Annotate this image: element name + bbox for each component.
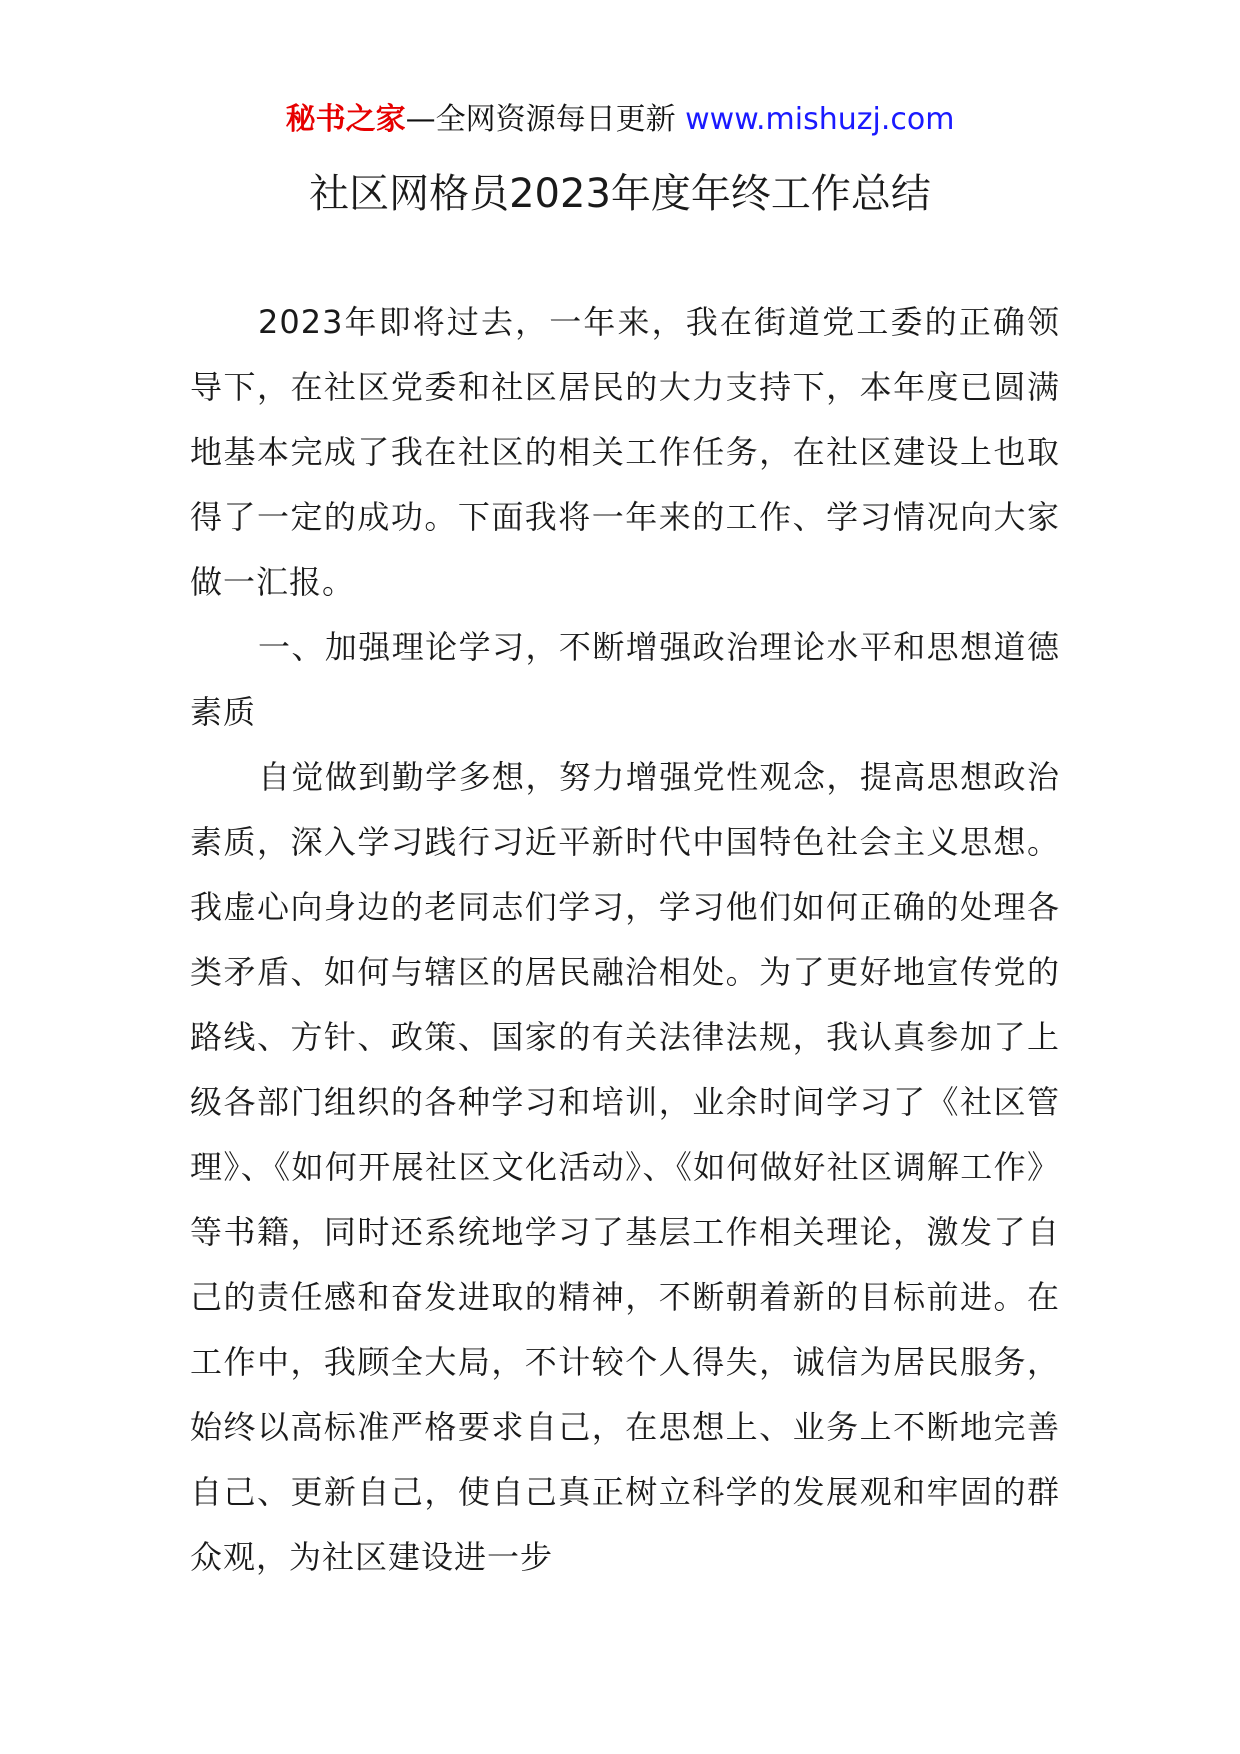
site-header xyxy=(0,100,1240,140)
site-url-link[interactable]: www.mishuzj.com xyxy=(685,102,955,137)
brand-name: 秘书之家 xyxy=(285,102,406,137)
intro-paragraph: 2023年即将过去，一年来，我在街道党工委的正确领导下，在社区党委和社区居民的大力支持下，本年度已圆满地基本完成了我在社区的相关工作任务，在社区建设上也取得了一定的成功。下面我将一年来的工作、学习情况向大家做一汇报。 xyxy=(190,303,1060,601)
section-heading-1: 一、加强理论学习，不断增强政治理论水平和思想道德素质 xyxy=(190,628,1060,731)
section-1-paragraph: 自觉做到勤学多想，努力增强党性观念，提高思想政治素质，深入学习践行习近平新时代中国特色社会主义思想。我虚心向身边的老同志们学习，学习他们如何正确的处理各类矛盾、如何与辖区的居民融洽相处。为了更好地宣传党的路线、方针、政策、国家的有关法律法规，我认真参加了上级各部门组织的各种学习和培训，业余时间学习了《社区管理》、《如何开展社区文化活动》、《如何做好社区调解工作》等书籍，同时还系统地学习了基层工作相关理论，激发了自己的责任感和奋发进取的精神，不断朝着新的目标前进。在工作中，我顾全大局，不计较个人得失，诚信为居民服务，始终以高标准严格要求自己，在思想上、业务上不断地完善自己、更新自己，使自己真正树立科学的发展观和牢固的群众观，为社区建设进一步 xyxy=(190,758,1060,1576)
document-body xyxy=(190,290,1060,1590)
document-title: 社区网格员2023年度年终工作总结 xyxy=(309,171,931,217)
header-tagline: —全网资源每日更新 xyxy=(405,102,676,137)
